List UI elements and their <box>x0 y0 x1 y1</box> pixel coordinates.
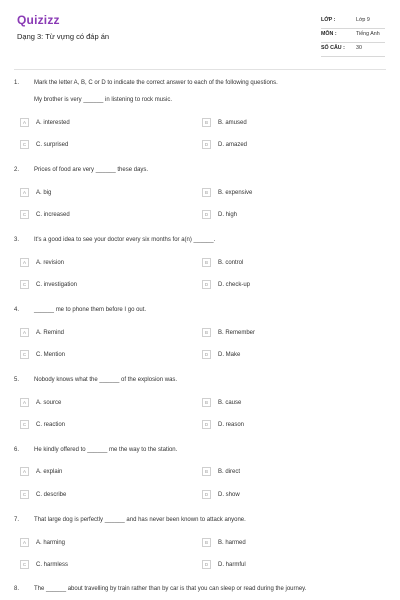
option-text: C. increased <box>36 211 70 218</box>
option-letter-box: B <box>202 538 211 547</box>
meta-row-count <box>321 43 385 57</box>
option-text: A. source <box>36 399 62 406</box>
question-number: 1. <box>14 80 20 86</box>
option-text: D. harmful <box>218 561 246 568</box>
option-text: A. interested <box>36 119 70 126</box>
option-c[interactable] <box>20 280 77 289</box>
meta-table <box>321 15 385 57</box>
option-a[interactable] <box>20 538 65 547</box>
option-letter-box: A <box>20 188 29 197</box>
option-c[interactable] <box>20 420 65 429</box>
quizizz-logo: Quizizz <box>17 13 60 27</box>
option-a[interactable] <box>20 467 62 476</box>
question-text: It's a good idea to see your doctor every six months for a(n) ______. <box>34 237 216 243</box>
meta-key: SỐ CÂU : <box>321 45 345 51</box>
option-letter-box: C <box>20 280 29 289</box>
question-text: That large dog is perfectly ______ and has never been known to attack anyone. <box>34 517 246 523</box>
option-a[interactable] <box>20 118 70 127</box>
option-d[interactable] <box>202 420 244 429</box>
option-text: A. harming <box>36 539 66 546</box>
option-letter-box: D <box>202 490 211 499</box>
option-letter-box: C <box>20 140 29 149</box>
meta-key: LỚP : <box>321 17 336 23</box>
option-text: B. control <box>218 259 244 266</box>
question-number: 2. <box>14 167 20 173</box>
option-b[interactable] <box>202 538 246 547</box>
option-b[interactable] <box>202 398 241 407</box>
option-text: D. check-up <box>218 281 251 288</box>
option-text: B. expensive <box>218 189 253 196</box>
option-letter-box: D <box>202 210 211 219</box>
question-number: 3. <box>14 237 20 243</box>
page-title: Dạng 3: Từ vựng có đáp án <box>17 32 110 41</box>
option-letter-box: C <box>20 210 29 219</box>
option-text: C. describe <box>36 491 67 498</box>
question-number: 7. <box>14 517 20 523</box>
option-text: C. reaction <box>36 421 66 428</box>
option-a[interactable] <box>20 328 64 337</box>
question-text: My brother is very ______ in listening to rock music. <box>34 97 173 103</box>
option-letter-box: D <box>202 280 211 289</box>
option-letter-box: B <box>202 188 211 197</box>
option-letter-box: A <box>20 398 29 407</box>
option-letter-box: D <box>202 560 211 569</box>
option-letter-box: D <box>202 350 211 359</box>
question-text: Prices of food are very ______ these days. <box>34 167 149 173</box>
meta-key: MÔN : <box>321 31 337 37</box>
option-d[interactable] <box>202 490 240 499</box>
option-a[interactable] <box>20 188 51 197</box>
option-letter-box: A <box>20 118 29 127</box>
option-letter-box: C <box>20 490 29 499</box>
option-c[interactable] <box>20 350 65 359</box>
option-text: B. amused <box>218 119 247 126</box>
option-text: B. harmed <box>218 539 246 546</box>
option-letter-box: D <box>202 140 211 149</box>
option-letter-box: D <box>202 420 211 429</box>
option-letter-box: C <box>20 420 29 429</box>
option-letter-box: A <box>20 467 29 476</box>
question-text: Nobody knows what the ______ of the explosion was. <box>34 377 178 383</box>
option-letter-box: B <box>202 118 211 127</box>
option-letter-box: A <box>20 258 29 267</box>
option-b[interactable] <box>202 258 243 267</box>
option-letter-box: B <box>202 258 211 267</box>
option-text: A. Remind <box>36 329 65 336</box>
header-divider <box>14 69 386 70</box>
option-d[interactable] <box>202 210 237 219</box>
option-d[interactable] <box>202 140 247 149</box>
meta-row-subject <box>321 29 385 43</box>
option-letter-box: B <box>202 328 211 337</box>
question-text: The ______ about travelling by train rather than by car is that you can sleep or read during the journey. <box>34 586 307 592</box>
question-text: ______ me to phone them before I go out. <box>34 307 147 313</box>
option-c[interactable] <box>20 560 68 569</box>
option-text: B. Remember <box>218 329 256 336</box>
question-instruction: Mark the letter A, B, C or D to indicate the correct answer to each of the following questions. <box>34 80 278 86</box>
option-text: D. high <box>218 211 238 218</box>
option-c[interactable] <box>20 490 66 499</box>
question-number: 8. <box>14 586 20 592</box>
option-c[interactable] <box>20 210 70 219</box>
option-d[interactable] <box>202 280 250 289</box>
option-b[interactable] <box>202 188 252 197</box>
option-a[interactable] <box>20 258 64 267</box>
option-letter-box: B <box>202 467 211 476</box>
option-text: D. Make <box>218 351 241 358</box>
option-b[interactable] <box>202 118 247 127</box>
option-c[interactable] <box>20 140 68 149</box>
meta-value: 30 <box>356 45 362 51</box>
option-text: A. explain <box>36 468 63 475</box>
option-b[interactable] <box>202 328 255 337</box>
option-text: C. harmless <box>36 561 69 568</box>
option-letter-box: C <box>20 350 29 359</box>
option-text: A. revision <box>36 259 65 266</box>
option-text: C. investigation <box>36 281 78 288</box>
question-number: 6. <box>14 447 20 453</box>
question-text: He kindly offered to ______ me the way to the station. <box>34 447 178 453</box>
option-letter-box: A <box>20 328 29 337</box>
option-d[interactable] <box>202 560 246 569</box>
option-text: B. cause <box>218 399 242 406</box>
meta-row-class <box>321 15 385 29</box>
question-number: 4. <box>14 307 20 313</box>
option-letter-box: C <box>20 560 29 569</box>
option-a[interactable] <box>20 398 61 407</box>
option-letter-box: B <box>202 398 211 407</box>
option-text: C. Mention <box>36 351 66 358</box>
option-text: B. direct <box>218 468 241 475</box>
option-text: D. amazed <box>218 141 248 148</box>
option-letter-box: A <box>20 538 29 547</box>
meta-value: Tiếng Anh <box>356 31 380 37</box>
option-d[interactable] <box>202 350 240 359</box>
meta-value: Lớp 9 <box>356 17 370 23</box>
question-number: 5. <box>14 377 20 383</box>
option-b[interactable] <box>202 467 240 476</box>
option-text: C. surprised <box>36 141 69 148</box>
option-text: D. reason <box>218 421 245 428</box>
option-text: D. show <box>218 491 240 498</box>
option-text: A. big <box>36 189 52 196</box>
